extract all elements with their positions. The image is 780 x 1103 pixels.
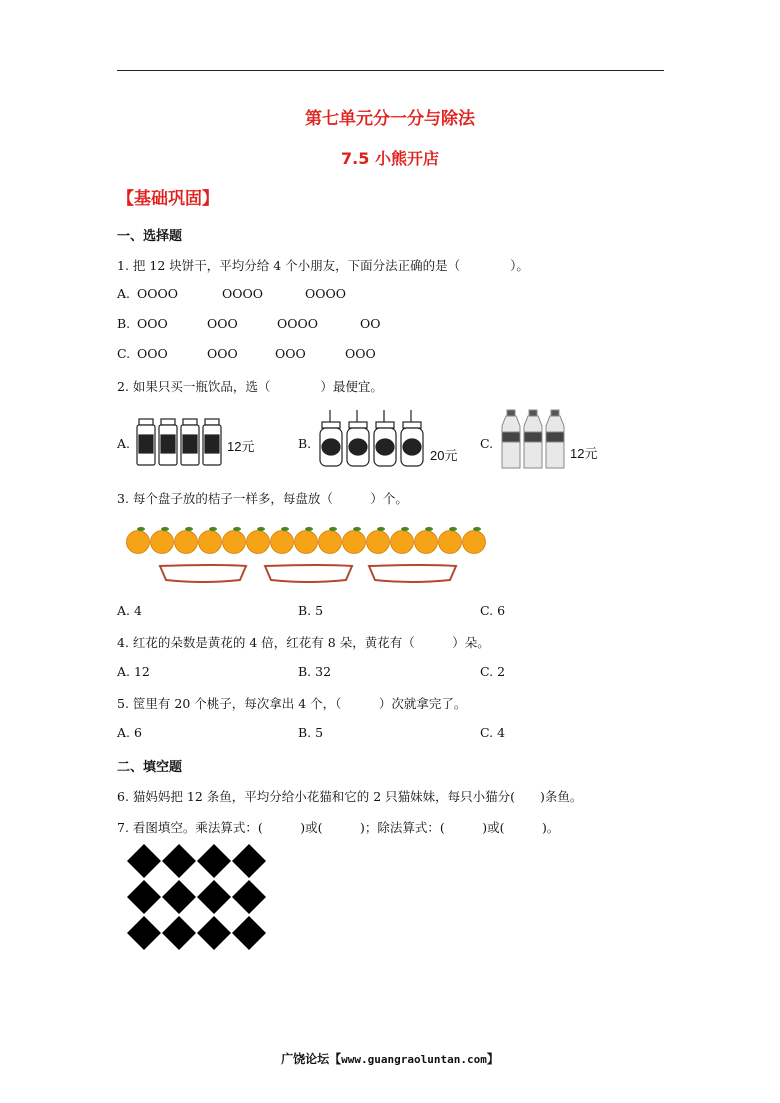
diamond-icon	[127, 844, 161, 878]
orange-icon	[319, 531, 342, 554]
q3-option-a[interactable]: A. 4	[117, 603, 142, 618]
orange-leaf-icon	[305, 527, 313, 531]
part2-heading: 二、填空题	[117, 760, 183, 775]
footer	[0, 1050, 780, 1067]
q2-option-b-price: 20元	[430, 448, 458, 463]
option-label: B.	[117, 316, 131, 331]
circle-group: OOOO	[137, 286, 178, 301]
q5-option-c[interactable]: C. 4	[480, 725, 506, 740]
q2-option-c-label[interactable]: C.	[480, 436, 494, 451]
orange-icon	[199, 531, 222, 554]
circle-group: OOO	[207, 346, 238, 361]
footer-suffix: 】	[486, 1052, 499, 1066]
page-subtitle: 7.5 小熊开店	[341, 149, 439, 168]
question-7: 7. 看图填空。乘法算式：( )或( )；除法算式：( )或( )。	[117, 820, 560, 835]
q3-option-c[interactable]: C. 6	[480, 603, 506, 618]
orange-leaf-icon	[377, 527, 385, 531]
q4-option-b[interactable]: B. 32	[298, 664, 332, 679]
diamond-icon	[232, 916, 266, 950]
question-5: 5. 筐里有 20 个桃子，每次拿出 4 个，（ ）次就拿完了。	[117, 696, 467, 711]
header-rule	[117, 70, 664, 71]
diamond-icon	[127, 880, 161, 914]
orange-icon	[175, 531, 198, 554]
q2-option-b-label[interactable]: B.	[298, 436, 312, 451]
orange-icon	[127, 531, 150, 554]
section-label: 【基础巩固】	[117, 189, 219, 209]
orange-leaf-icon	[281, 527, 289, 531]
q5-option-a[interactable]: A. 6	[117, 725, 142, 740]
circle-group: OO	[360, 316, 381, 331]
part1-heading: 一、选择题	[117, 229, 183, 244]
diamond-icon	[162, 880, 196, 914]
q2-option-c-price: 12元	[570, 446, 598, 461]
orange-icon	[223, 531, 246, 554]
q3-option-b[interactable]: B. 5	[298, 603, 324, 618]
orange-leaf-icon	[233, 527, 241, 531]
diamond-icon	[162, 916, 196, 950]
circle-group: OOO	[275, 346, 306, 361]
diamond-icon	[232, 880, 266, 914]
orange-icon	[343, 531, 366, 554]
diamond-icon	[232, 844, 266, 878]
orange-icon	[367, 531, 390, 554]
orange-leaf-icon	[257, 527, 265, 531]
page-title: 第七单元分一分与除法	[305, 109, 475, 129]
diamond-grid-image	[126, 843, 266, 951]
orange-leaf-icon	[449, 527, 457, 531]
orange-leaf-icon	[137, 527, 145, 531]
diamond-icon	[197, 844, 231, 878]
orange-icon	[271, 531, 294, 554]
q2-option-a-price: 12元	[227, 439, 255, 454]
orange-leaf-icon	[425, 527, 433, 531]
footer-url[interactable]: www.guangraoluntan.com	[341, 1053, 487, 1066]
orange-leaf-icon	[353, 527, 361, 531]
question-2: 2. 如果只买一瓶饮品，选（ ）最便宜。	[117, 379, 383, 394]
orange-icon	[247, 531, 270, 554]
option-label: A.	[117, 286, 131, 301]
q1-option-a[interactable]	[117, 286, 346, 301]
orange-icon	[391, 531, 414, 554]
q5-option-b[interactable]: B. 5	[298, 725, 324, 740]
orange-leaf-icon	[329, 527, 337, 531]
orange-icon	[151, 531, 174, 554]
diamond-icon	[197, 880, 231, 914]
q4-option-a[interactable]: A. 12	[117, 664, 150, 679]
orange-leaf-icon	[185, 527, 193, 531]
q1-option-c[interactable]	[117, 346, 376, 361]
q1-option-b[interactable]	[117, 316, 381, 331]
milk-bottles-image	[136, 413, 226, 467]
circle-group: OOO	[137, 346, 168, 361]
yogurt-bottles-image	[318, 410, 428, 470]
footer-prefix: 广饶论坛【	[281, 1052, 342, 1066]
circle-group: OOO	[207, 316, 238, 331]
orange-icon	[463, 531, 486, 554]
orange-leaf-icon	[209, 527, 217, 531]
question-3: 3. 每个盘子放的桔子一样多，每盘放（ ）个。	[117, 491, 408, 506]
circle-group: OOO	[345, 346, 376, 361]
circle-group: OOOO	[305, 286, 346, 301]
orange-icon	[295, 531, 318, 554]
orange-leaf-icon	[161, 527, 169, 531]
orange-icon	[439, 531, 462, 554]
question-4: 4. 红花的朵数是黄花的 4 倍，红花有 8 朵，黄花有（ ）朵。	[117, 635, 490, 650]
q2-option-a-label[interactable]: A.	[117, 436, 131, 451]
orange-leaf-icon	[401, 527, 409, 531]
question-6: 6. 猫妈妈把 12 条鱼，平均分给小花猫和它的 2 只猫妹妹，每只小猫分( )条鱼。	[117, 789, 583, 804]
diamond-icon	[197, 916, 231, 950]
orange-icon	[415, 531, 438, 554]
orange-leaf-icon	[473, 527, 481, 531]
circle-group: OOOO	[222, 286, 263, 301]
diamond-icon	[162, 844, 196, 878]
water-bottles-image	[500, 408, 570, 472]
circle-group: OOO	[137, 316, 168, 331]
diamond-icon	[127, 916, 161, 950]
q4-option-c[interactable]: C. 2	[480, 664, 506, 679]
circle-group: OOOO	[277, 316, 318, 331]
option-label: C.	[117, 346, 131, 361]
oranges-and-plates-image	[122, 518, 492, 588]
question-1: 1. 把 12 块饼干，平均分给 4 个小朋友，下面分法正确的是（ ）。	[117, 258, 529, 273]
